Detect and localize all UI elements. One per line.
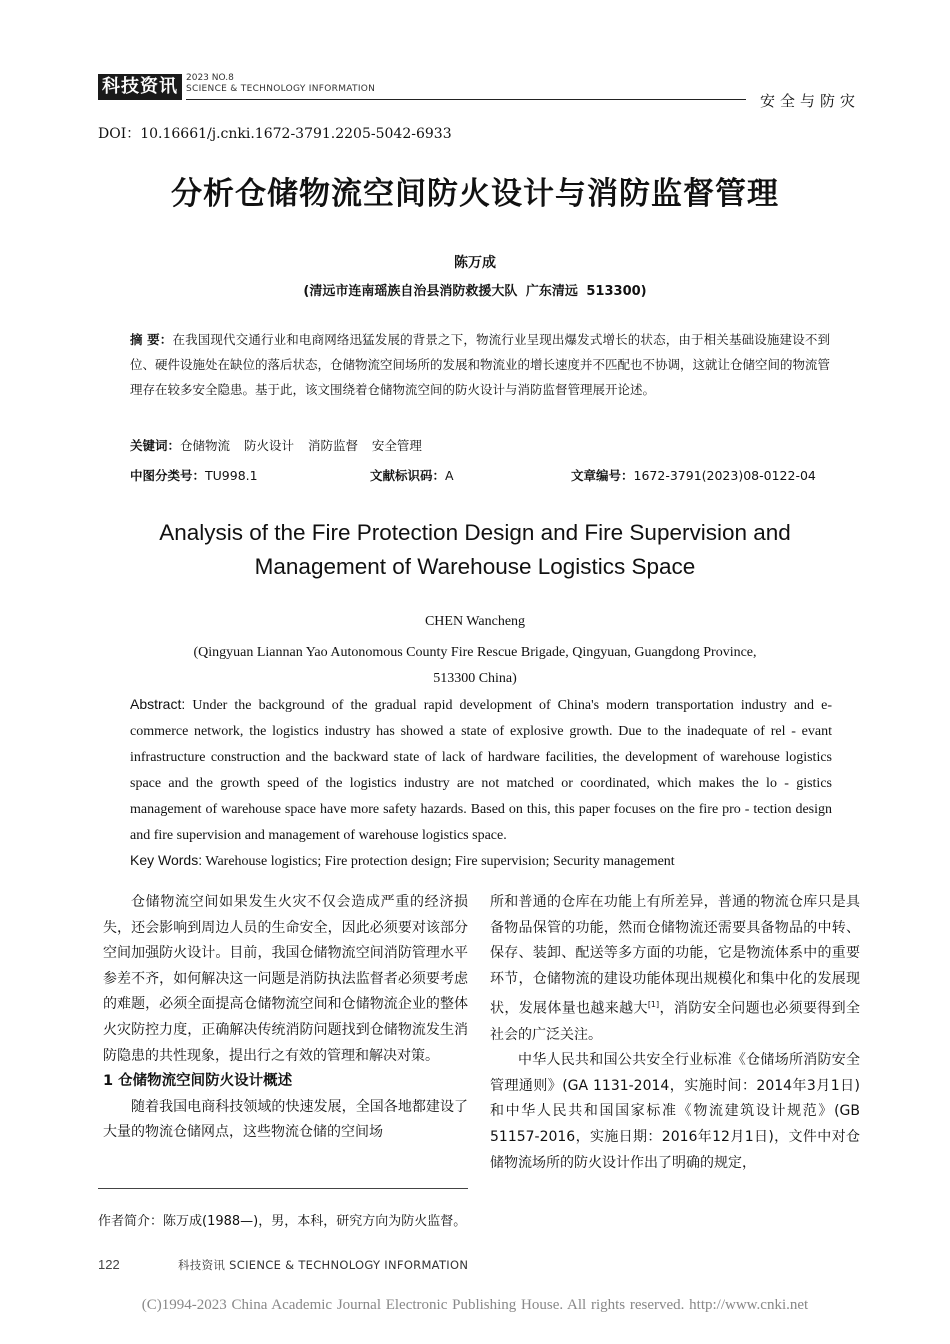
- paper-title-en-line1: Analysis of the Fire Protection Design and Fire Supervision and: [159, 520, 791, 545]
- body-paragraph: 随着我国电商科技领域的快速发展，全国各地都建设了大量的物流仓储网点，这些物流仓储的空间场: [103, 1098, 468, 1141]
- clc-value: TU998.1: [205, 468, 258, 483]
- affiliation-en-line1: (Qingyuan Liannan Yao Autonomous County Fire Rescue Brigade, Qingyuan, Guangdong Province,: [193, 645, 757, 660]
- abstract-en-label: Abstract:: [130, 696, 186, 712]
- abstract-cn: [130, 327, 830, 402]
- journal-english-name: SCIENCE & TECHNOLOGY INFORMATION: [186, 84, 376, 94]
- body-paragraph: 仓储物流空间如果发生火灾不仅会造成严重的经济损失，还会影响到周边人员的生命安全，因此必须要对该部分空间加强防火设计。目前，我国仓储物流空间消防管理水平参差不齐，如何解决这一问题是消防执法监督者必须要考虑的难题，必须全面提高仓储物流空间和仓储物流企业的整体火灾防控力度，正确解决传统消防问题找到仓储物流发生消防隐患的共性现象，提出行之有效的管理和解决对策。: [103, 894, 468, 1064]
- clc-label: 中图分类号：: [130, 468, 206, 483]
- paper-title-en: [0, 516, 950, 584]
- body-paragraph: 中华人民共和国公共安全行业标准《仓储场所消防安全管理通则》(GA 1131-2014，实施时间：2014年3月1日)和中华人民共和国国家标准《物流建筑设计规范》(GB 51157-2016，实施日期：2016年12月1日)，文件中对仓储物流场所的防火设计作出了明确的规定，: [490, 1052, 860, 1171]
- keywords-cn-label: 关键词：: [130, 438, 181, 453]
- abstract-en-text: Under the background of the gradual rapid development of China's modern transportation industry and e-commerce network, the logistics industry has showed a state of explosive growth. Due to the inadequate of rel - evant infrastructure construction and the backward state of lack of hardware facilities, the development of warehouse logistics space and the growth speed of the logistics industry are not matched or coordinated, which makes the lo - gistics management of warehouse space have more safety hazards. Based on this, this paper focuses on the fire pro - tection design and fire supervision and management of warehouse logistics space.: [130, 698, 832, 843]
- body-left-column: [103, 890, 468, 1146]
- paper-title-cn: 分析仓储物流空间防火设计与消防监督管理: [171, 176, 779, 212]
- body-right-column: [490, 890, 860, 1176]
- doi: DOI：10.16661/j.cnki.1672-3791.2205-5042-6933: [98, 126, 452, 142]
- body-text: ，消防安全问题也必须要得到全社会的广泛关注。: [490, 1001, 861, 1043]
- article-number-value: 1672-3791(2023)08-0122-04: [633, 468, 816, 483]
- journal-masthead: 科技资讯: [98, 74, 182, 100]
- header-divider: [186, 99, 746, 100]
- copyright-watermark: (C)1994-2023 China Academic Journal Electronic Publishing House. All rights reserved. http://www.cnki.net: [141, 1297, 809, 1313]
- author-cn: 陈万成: [454, 255, 496, 271]
- article-number-label: 文章编号：: [571, 468, 634, 483]
- citation-ref[interactable]: [1]: [647, 1000, 660, 1010]
- section-heading: 1 仓储物流空间防火设计概述: [103, 1073, 293, 1090]
- keywords-en: [130, 852, 675, 870]
- affiliation-en: [120, 640, 830, 692]
- author-en: CHEN Wancheng: [424, 614, 526, 629]
- running-footer: 科技资讯 SCIENCE & TECHNOLOGY INFORMATION: [178, 1258, 469, 1272]
- issue-number: 2023 NO.8: [186, 73, 234, 83]
- author-footnote: 作者简介：陈万成(1988—)，男，本科，研究方向为防火监督。: [98, 1214, 467, 1229]
- body-text: 所和普通的仓库在功能上有所差异，普通的物流仓库只是具备物品保管的功能，然而仓储物流还需要具备物品的中转、保存、装卸、配送等多方面的功能，它是物流体系中的重要环节，仓储物流的建设功能体现出规模化和集中化的发展现状，发展体量也越来越大: [490, 894, 860, 1018]
- page-number: 122: [98, 1257, 120, 1272]
- body-paragraph: [490, 890, 860, 1048]
- affiliation-cn: (清远市连南瑶族自治县消防救援大队 广东清远 513300): [303, 284, 647, 299]
- abstract-en: [130, 691, 832, 849]
- affiliation-en-line2: 513300 China): [433, 671, 517, 686]
- clc-number: [130, 466, 258, 484]
- keywords-cn-text: 仓储物流 防火设计 消防监督 安全管理: [180, 438, 422, 453]
- paper-title-en-line2: Management of Warehouse Logistics Space: [254, 554, 696, 579]
- section-name: 安全与防灾: [760, 92, 861, 110]
- keywords-en-label: Key Words:: [130, 852, 203, 868]
- keywords-cn: [130, 436, 422, 454]
- document-code: [370, 466, 454, 484]
- article-number: [571, 466, 816, 484]
- doc-code-value: A: [445, 468, 454, 483]
- abstract-cn-label: 摘 要：: [130, 332, 173, 347]
- abstract-cn-text: 在我国现代交通行业和电商网络迅猛发展的背景之下，物流行业呈现出爆发式增长的状态，由于相关基础设施建设不到位、硬件设施处在缺位的落后状态，仓储物流空间场所的发展和物流业的增长速度并不匹配也不协调，这就让仓储空间的物流管理存在较多安全隐患。基于此，该文围绕着仓储物流空间的防火设计与消防监督管理展开论述。: [130, 332, 831, 397]
- footnote-divider: [98, 1188, 468, 1189]
- doc-code-label: 文献标识码：: [370, 468, 446, 483]
- keywords-en-text: Warehouse logistics; Fire protection design; Fire supervision; Security management: [205, 854, 675, 869]
